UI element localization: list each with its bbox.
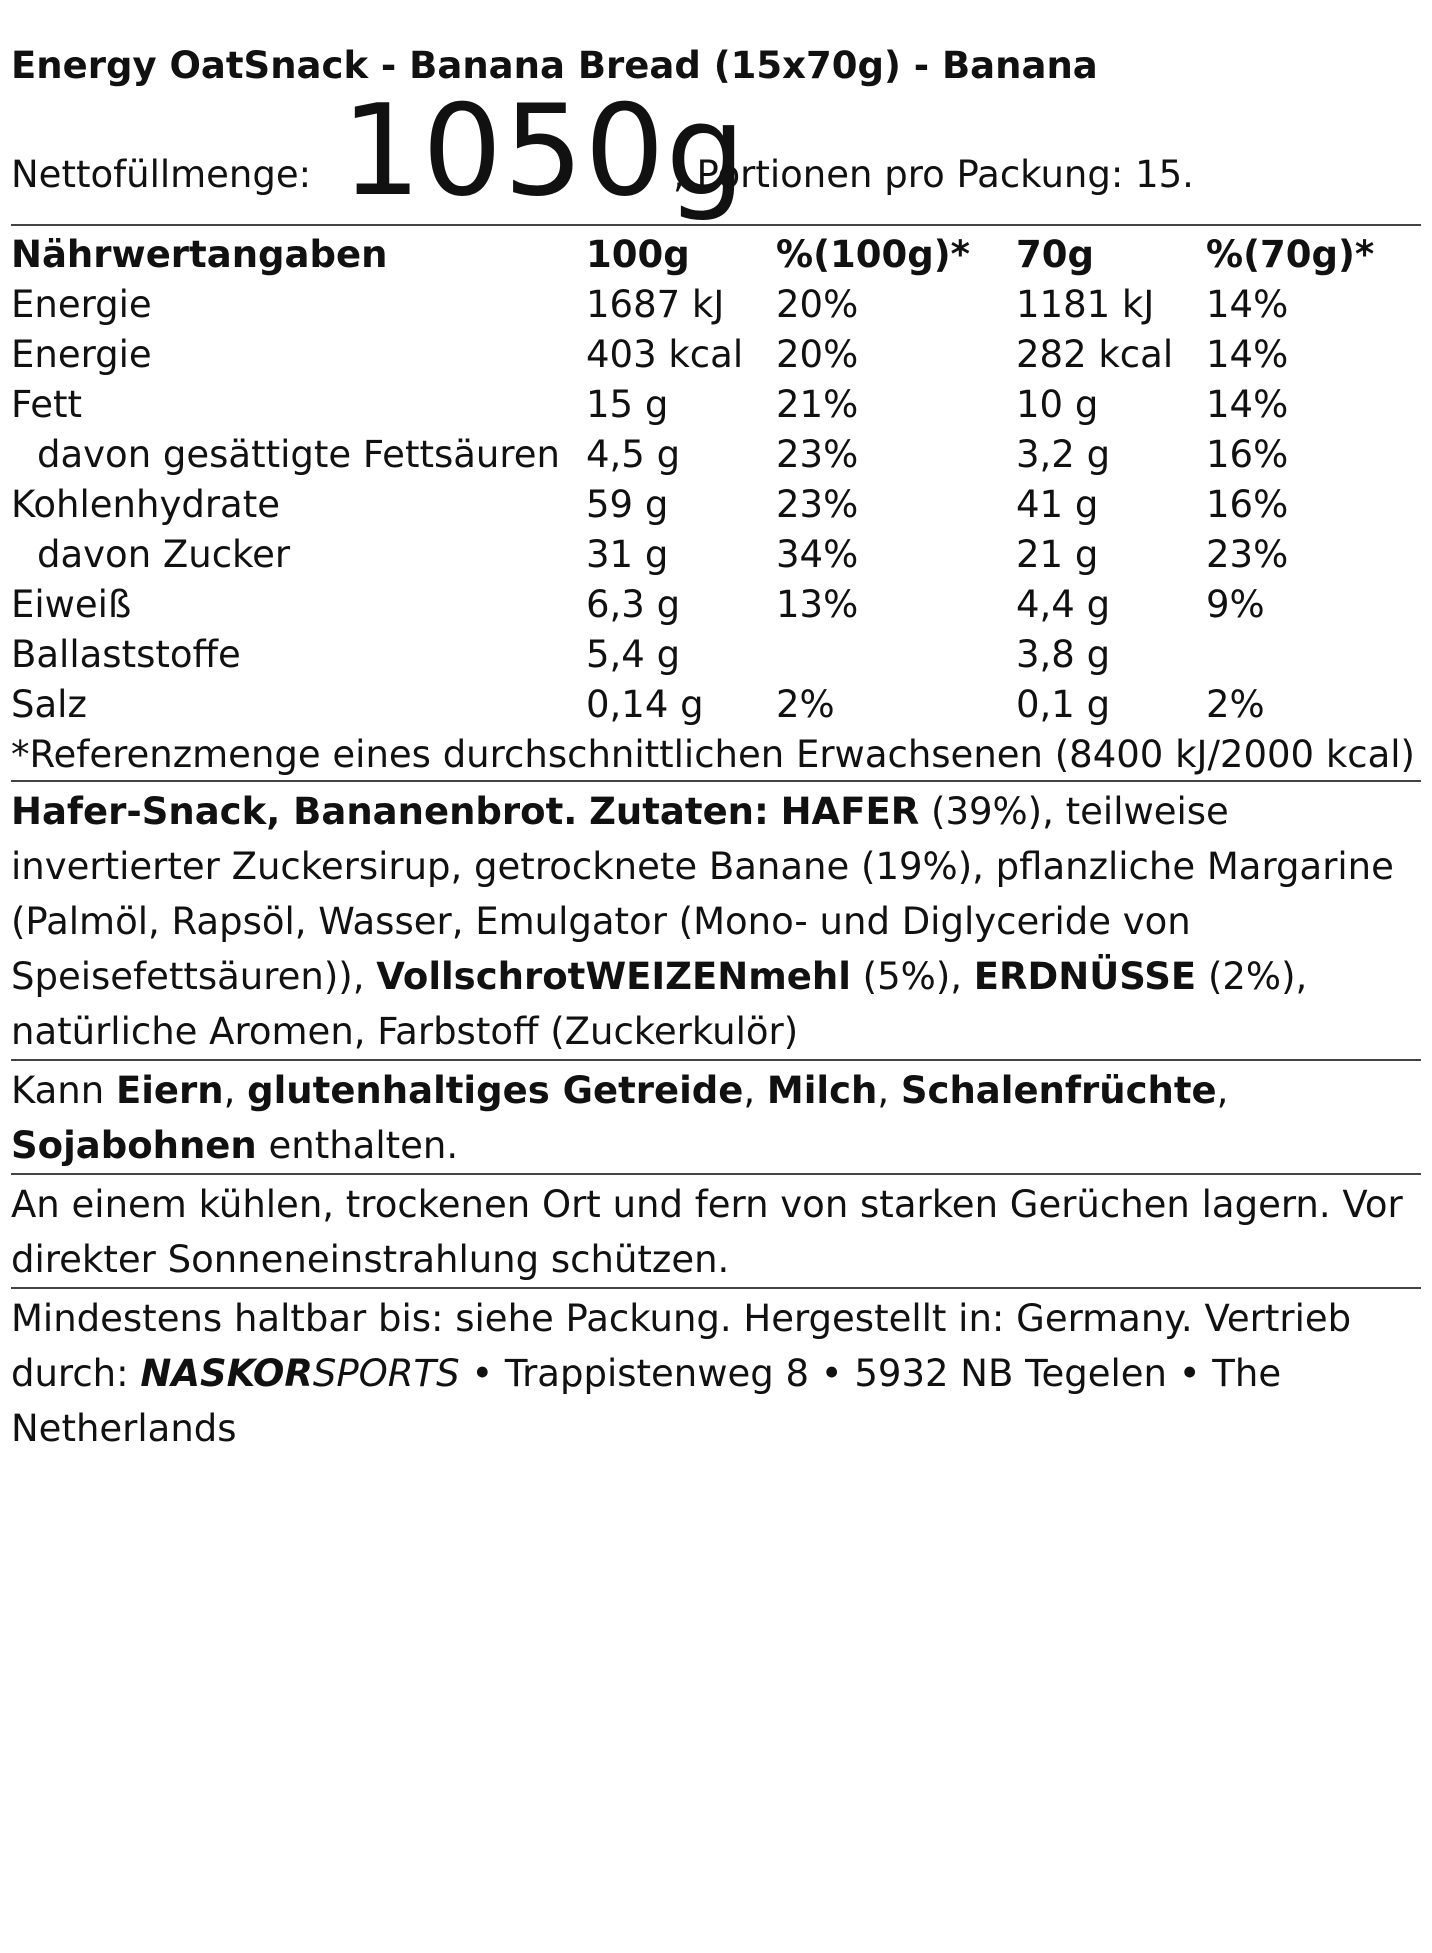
nutrient-value: 34% — [776, 533, 859, 576]
nutrient-value: 282 kcal — [1016, 333, 1174, 376]
nutrient-value: 5,4 g — [586, 633, 681, 676]
allergen-sep: , — [877, 1069, 901, 1112]
address-text: • Trappistenweg 8 • 5932 NB Tegelen • The Netherlands — [11, 1352, 1282, 1450]
nutrient-value: 2% — [1206, 683, 1265, 726]
nutrient-value: 14% — [1206, 333, 1289, 376]
nutrition-row — [11, 680, 1421, 730]
nutrient-name: davon Zucker — [37, 533, 291, 576]
header-cell: %(70g)* — [1206, 233, 1375, 276]
nutrient-value: 21 g — [1016, 533, 1099, 576]
nutrient-name: Salz — [11, 683, 87, 726]
nutrient-value: 403 kcal — [586, 333, 744, 376]
ingredients-text — [11, 782, 1421, 1059]
nutrient-value: 0,1 g — [1016, 683, 1111, 726]
nutrient-value: 20% — [776, 283, 859, 326]
portions-text: , Portionen pro Packung: 15. — [673, 153, 1194, 196]
product-name: Hafer-Snack, Bananenbrot. — [11, 790, 578, 833]
nutrient-value: 10 g — [1016, 383, 1099, 426]
nutrient-value: 1687 kJ — [586, 283, 725, 326]
nutrition-row — [11, 430, 1421, 480]
nutrient-value: 23% — [776, 483, 859, 526]
nutrient-value: 15 g — [586, 383, 669, 426]
reference-footnote: *Referenzmenge eines durchschnittlichen Erwachsenen (8400 kJ/2000 kcal) — [11, 733, 1415, 776]
nutrition-row — [11, 280, 1421, 330]
net-quantity-line — [11, 77, 1421, 224]
divider — [11, 224, 1421, 226]
header-cell: %(100g)* — [776, 233, 970, 276]
nutrient-value: 16% — [1206, 483, 1289, 526]
allergen-hafer: HAFER — [780, 790, 920, 833]
nutrient-value: 16% — [1206, 433, 1289, 476]
ingredients-part: (5%), — [850, 955, 974, 998]
nutrient-name: Ballaststoffe — [11, 633, 241, 676]
allergen-item: Eiern — [115, 1069, 224, 1112]
nutrient-value: 23% — [776, 433, 859, 476]
allergen-item: Schalenfrüchte — [900, 1069, 1217, 1112]
brand-name-bold: NASKOR — [140, 1352, 313, 1395]
net-quantity-amount: 1050g — [341, 77, 747, 224]
nutrient-value: 9% — [1206, 583, 1265, 626]
nutrient-name: davon gesättigte Fettsäuren — [37, 433, 560, 476]
nutrient-value: 4,5 g — [586, 433, 681, 476]
distributor-info — [11, 1289, 1421, 1456]
nutrient-value: 6,3 g — [586, 583, 681, 626]
allergen-item: Sojabohnen — [11, 1124, 257, 1167]
nutrient-value: 14% — [1206, 383, 1289, 426]
allergen-weizen: VollschrotWEIZENmehl — [376, 955, 851, 998]
allergen-erdnuesse: ERDNÜSSE — [973, 955, 1197, 998]
nutrient-value — [1206, 630, 1406, 680]
nutrient-value: 13% — [776, 583, 859, 626]
nutrition-row — [11, 630, 1421, 680]
nutrient-name: Fett — [11, 383, 83, 426]
storage-instructions: An einem kühlen, trockenen Ort und fern von starken Gerüchen lagern. Vor direkter Sonneneinstrahlung schützen. — [11, 1183, 1403, 1281]
header-cell: 70g — [1016, 233, 1094, 276]
allergen-item: Milch — [766, 1069, 878, 1112]
allergen-item: glutenhaltiges Getreide — [247, 1069, 744, 1112]
allergen-text: enthalten. — [256, 1124, 459, 1167]
nutrient-name: Energie — [11, 283, 152, 326]
allergen-sep: , — [743, 1069, 767, 1112]
nutrition-header-row — [11, 230, 1421, 280]
brand-name-italic: SPORTS — [312, 1352, 460, 1395]
nutrient-value: 31 g — [586, 533, 669, 576]
nutrient-name: Eiweiß — [11, 583, 132, 626]
nutrient-value: 3,8 g — [1016, 633, 1111, 676]
nutrient-value: 41 g — [1016, 483, 1099, 526]
header-cell: 100g — [586, 233, 690, 276]
nutrient-value: 2% — [776, 683, 835, 726]
nutrient-value: 0,14 g — [586, 683, 704, 726]
nutrient-value: 1181 kJ — [1016, 283, 1155, 326]
nutrition-row — [11, 330, 1421, 380]
header-cell: Nährwertangaben — [11, 233, 388, 276]
nutrient-value: 14% — [1206, 283, 1289, 326]
nutrition-row — [11, 380, 1421, 430]
ingredients-part: (39%), teilweise invertierter Zuckersirup, getrocknete Banane (19%), pflanzliche Margarine (Palmöl, Rapsöl, Wasser, Emulgator (Mono- und Diglyceride von Speisefettsäuren)), — [11, 790, 1394, 998]
allergen-sep: , — [223, 1069, 248, 1112]
nutrient-value: 20% — [776, 333, 859, 376]
nutrient-value: 21% — [776, 383, 859, 426]
product-title: Energy OatSnack - Banana Bread (15x70g) - Banana — [11, 44, 1098, 87]
nutrition-rows — [11, 280, 1421, 730]
nutrition-label — [11, 40, 1421, 1456]
nutrient-value: 3,2 g — [1016, 433, 1111, 476]
nutrition-row — [11, 480, 1421, 530]
nutrition-row — [11, 580, 1421, 630]
ingredients-part: (2%), natürliche Aromen, Farbstoff (Zuckerkulör) — [11, 955, 1308, 1053]
nutrient-value: 59 g — [586, 483, 669, 526]
nutrition-row — [11, 530, 1421, 580]
allergen-sep: , — [1216, 1069, 1229, 1112]
info-text: Mindestens haltbar bis: siehe Packung. Hergestellt in: Germany. Vertrieb durch: — [11, 1297, 1352, 1395]
net-quantity-label: Nettofüllmenge: — [11, 153, 312, 196]
nutrient-value — [776, 630, 1016, 680]
nutrient-value: 4,4 g — [1016, 583, 1111, 626]
nutrient-name: Energie — [11, 333, 152, 376]
nutrition-table — [11, 230, 1421, 780]
nutrient-name: Kohlenhydrate — [11, 483, 280, 526]
allergen-warning — [11, 1061, 1421, 1173]
ingredients-label: Zutaten: — [589, 790, 769, 833]
allergen-text: Kann — [11, 1069, 116, 1112]
nutrient-value: 23% — [1206, 533, 1289, 576]
